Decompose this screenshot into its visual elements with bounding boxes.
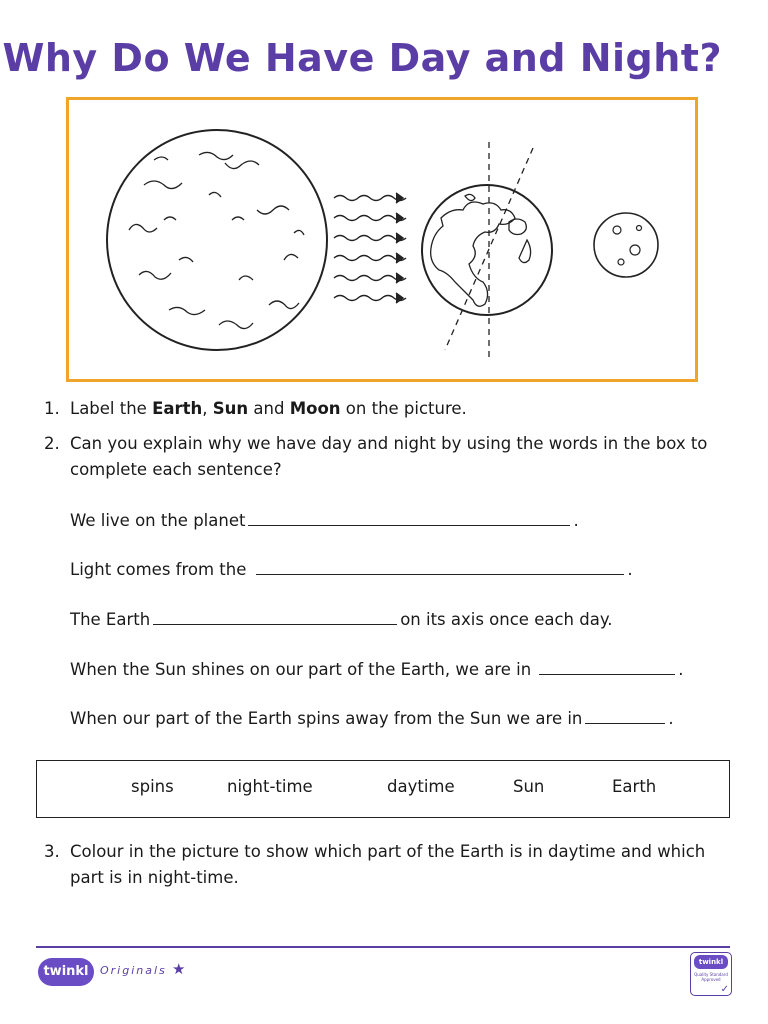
- originals-label: Originals: [100, 964, 167, 977]
- word-spins: spins: [131, 777, 174, 796]
- word-sun: Sun: [513, 777, 545, 796]
- word-night-time: night-time: [227, 777, 313, 796]
- badge-text: Quality Standard Approved: [694, 972, 728, 982]
- page-title: Why Do We Have Day and Night?: [2, 36, 722, 80]
- sentence-3: [70, 606, 612, 632]
- answer-blank[interactable]: [539, 656, 675, 675]
- text-part: and: [248, 399, 290, 418]
- question-text: [70, 396, 720, 422]
- sentence-1: [70, 507, 579, 533]
- word-daytime: daytime: [387, 777, 455, 796]
- sentence-text: The Earth: [70, 610, 151, 629]
- sentence-text: We live on the planet: [70, 511, 246, 530]
- answer-blank[interactable]: [256, 556, 624, 575]
- text-part: on the picture.: [340, 399, 467, 418]
- question-number: 1.: [44, 399, 60, 418]
- sentence-text: When the Sun shines on our part of the Earth, we are in: [70, 660, 532, 679]
- keyword-sun: Sun: [212, 399, 249, 418]
- light-ray-arrows: [334, 193, 406, 303]
- answer-blank[interactable]: [585, 705, 665, 724]
- text-part: Label the: [70, 399, 153, 418]
- checkmark-icon: ✓: [720, 984, 729, 995]
- question-text: Colour in the picture to show which part of the Earth is in daytime and which part is in night-time.: [70, 842, 706, 887]
- keyword-moon: Moon: [289, 399, 341, 418]
- sentence-text: .: [627, 560, 633, 579]
- moon-drawing: [594, 213, 658, 277]
- answer-blank[interactable]: [248, 507, 570, 526]
- earth-drawing: [422, 142, 552, 358]
- twinkl-logo[interactable]: twinkl: [38, 958, 94, 986]
- text-part: ,: [202, 399, 213, 418]
- sentence-text: on its axis once each day.: [400, 610, 613, 629]
- sentence-5: [70, 705, 674, 731]
- star-icon: ★: [172, 960, 186, 978]
- answer-blank[interactable]: [153, 606, 397, 625]
- sentence-text: Light comes from the: [70, 560, 247, 579]
- sentence-text: .: [573, 511, 579, 530]
- sentence-4: [70, 656, 683, 682]
- badge-title: twinkl: [694, 955, 728, 969]
- word-box: [36, 760, 730, 818]
- sun-earth-moon-illustration: [69, 100, 695, 379]
- question-number: 2.: [44, 434, 60, 453]
- sentence-2: [70, 556, 633, 582]
- word-earth: Earth: [612, 777, 657, 796]
- quality-badge: [690, 952, 732, 996]
- keyword-earth: Earth: [152, 399, 203, 418]
- question-text: Can you explain why we have day and night by using the words in the box to complete each sentence?: [70, 434, 708, 479]
- sentence-text: When our part of the Earth spins away from the Sun we are in: [70, 709, 583, 728]
- sentence-text: .: [678, 660, 684, 679]
- question-number: 3.: [44, 842, 60, 861]
- picture-frame: [66, 97, 698, 382]
- footer-divider: [36, 946, 730, 948]
- sun-drawing: [107, 130, 327, 350]
- sentence-text: .: [668, 709, 674, 728]
